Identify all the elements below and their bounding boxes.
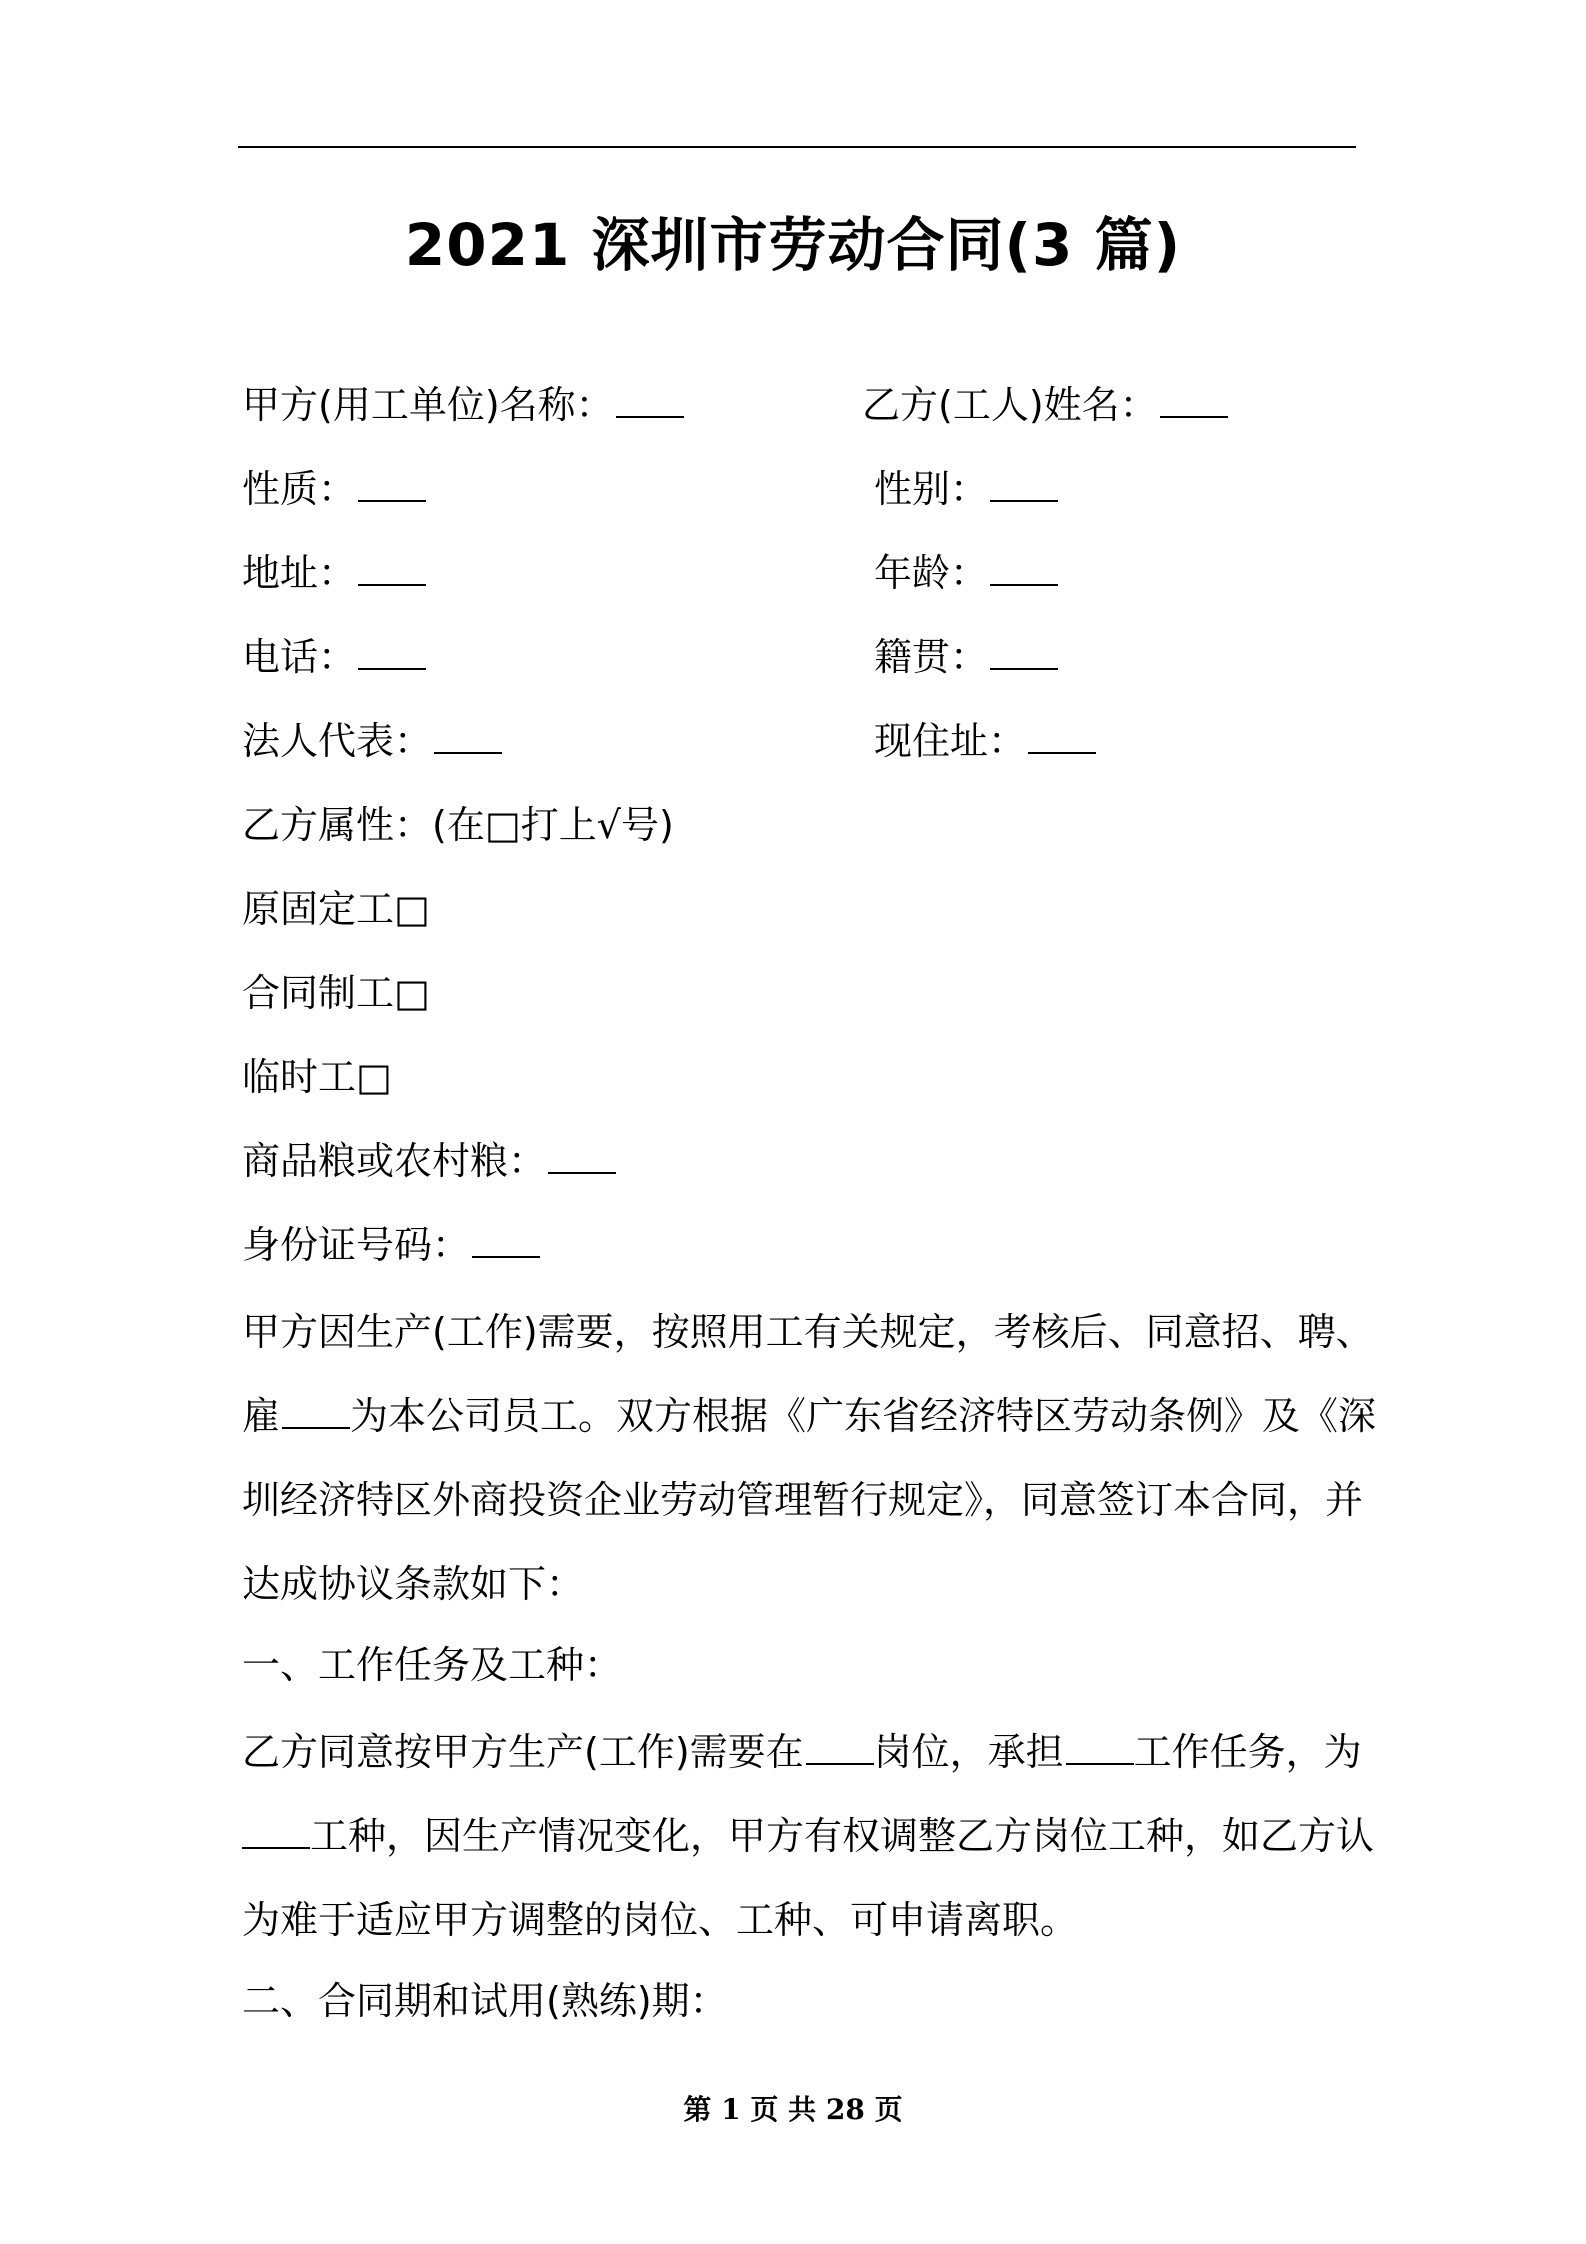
header-rule: [238, 146, 1356, 148]
intro-line-1: 甲方因生产(工作)需要，按照用工有关规定，考核后、同意招、聘、: [242, 1310, 1374, 1354]
party-a-phone-label: 电话：: [242, 635, 357, 679]
party-a-name-row: [242, 380, 684, 430]
party-a-legal-rep-row: [242, 716, 502, 766]
section-1-heading: 一、工作任务及工种：: [242, 1643, 623, 1687]
party-a-legal-rep-label: 法人代表：: [242, 719, 433, 763]
party-a-address-blank: [358, 550, 426, 586]
section-1-part-3: 工作任务，为: [1133, 1730, 1362, 1774]
intro-line-3: 圳经济特区外商投资企业劳动管理暂行规定》，同意签订本合同，并: [242, 1478, 1364, 1522]
section-1-part-4: 工种，因生产情况变化，甲方有权调整乙方岗位工种，如乙方认: [310, 1814, 1375, 1858]
party-b-name-label: 乙方(工人)姓名：: [862, 383, 1158, 427]
page-footer: 第 1 页 共 28 页: [683, 2093, 903, 2126]
party-a-nature-blank: [358, 466, 426, 502]
section-1-line-2: [242, 1794, 1375, 1878]
option-contract-worker: 合同制工□: [242, 971, 430, 1015]
id-number-row: [242, 1220, 540, 1270]
party-b-gender-label: 性别：: [874, 467, 989, 511]
party-a-legal-rep-blank: [434, 718, 502, 754]
party-b-age-blank: [990, 550, 1058, 586]
section-1-line-3: 为难于适应甲方调整的岗位、工种、可申请离职。: [242, 1898, 1079, 1942]
task-blank: [1066, 1729, 1134, 1765]
section-2-heading: 二、合同期和试用(熟练)期：: [242, 1979, 728, 2023]
party-b-age-label: 年龄：: [874, 551, 989, 595]
grain-type-blank: [548, 1138, 616, 1174]
intro-line-2b: 为本公司员工。双方根据《广东省经济特区劳动条例》及《深: [350, 1394, 1377, 1438]
intro-line-2a: 雇: [242, 1394, 281, 1438]
option-temporary-worker: 临时工□: [242, 1055, 392, 1099]
party-b-gender-blank: [990, 466, 1058, 502]
id-number-label: 身份证号码：: [242, 1223, 471, 1267]
party-a-nature-label: 性质：: [242, 467, 357, 511]
trade-blank: [242, 1813, 310, 1849]
section-1-line-1: [242, 1710, 1362, 1794]
party-b-attribute-label: 乙方属性：(在□打上√号): [242, 803, 674, 847]
grain-type-label: 商品粮或农村粮：: [242, 1139, 547, 1183]
option-fixed-worker: 原固定工□: [242, 887, 430, 931]
grain-type-row: [242, 1136, 616, 1186]
party-b-name-blank: [1160, 382, 1228, 418]
party-a-name-blank: [616, 382, 684, 418]
post-blank: [806, 1729, 874, 1765]
party-b-gender-row: [874, 464, 1058, 514]
id-number-blank: [472, 1222, 540, 1258]
party-b-residence-label: 现住址：: [874, 719, 1027, 763]
party-b-residence-blank: [1028, 718, 1096, 754]
party-b-origin-label: 籍贯：: [874, 635, 989, 679]
party-b-name-row: [862, 380, 1228, 430]
employee-blank: [282, 1393, 350, 1429]
party-a-address-label: 地址：: [242, 551, 357, 595]
party-b-origin-row: [874, 632, 1058, 682]
party-b-residence-row: [874, 716, 1096, 766]
party-b-age-row: [874, 548, 1058, 598]
party-a-phone-row: [242, 632, 426, 682]
document-title: 2021 深圳市劳动合同(3 篇): [404, 211, 1182, 279]
party-a-phone-blank: [358, 634, 426, 670]
party-b-origin-blank: [990, 634, 1058, 670]
section-1-part-1: 乙方同意按甲方生产(工作)需要在: [242, 1730, 804, 1774]
section-1-part-2: 岗位，承担: [873, 1730, 1064, 1774]
section-1-paragraph: [242, 1710, 1375, 1962]
intro-line-2: [242, 1374, 1377, 1458]
party-a-nature-row: [242, 464, 426, 514]
party-a-name-label: 甲方(用工单位)名称：: [242, 383, 614, 427]
intro-paragraph: [242, 1290, 1377, 1626]
party-a-address-row: [242, 548, 426, 598]
intro-line-4: 达成协议条款如下：: [242, 1562, 585, 1606]
